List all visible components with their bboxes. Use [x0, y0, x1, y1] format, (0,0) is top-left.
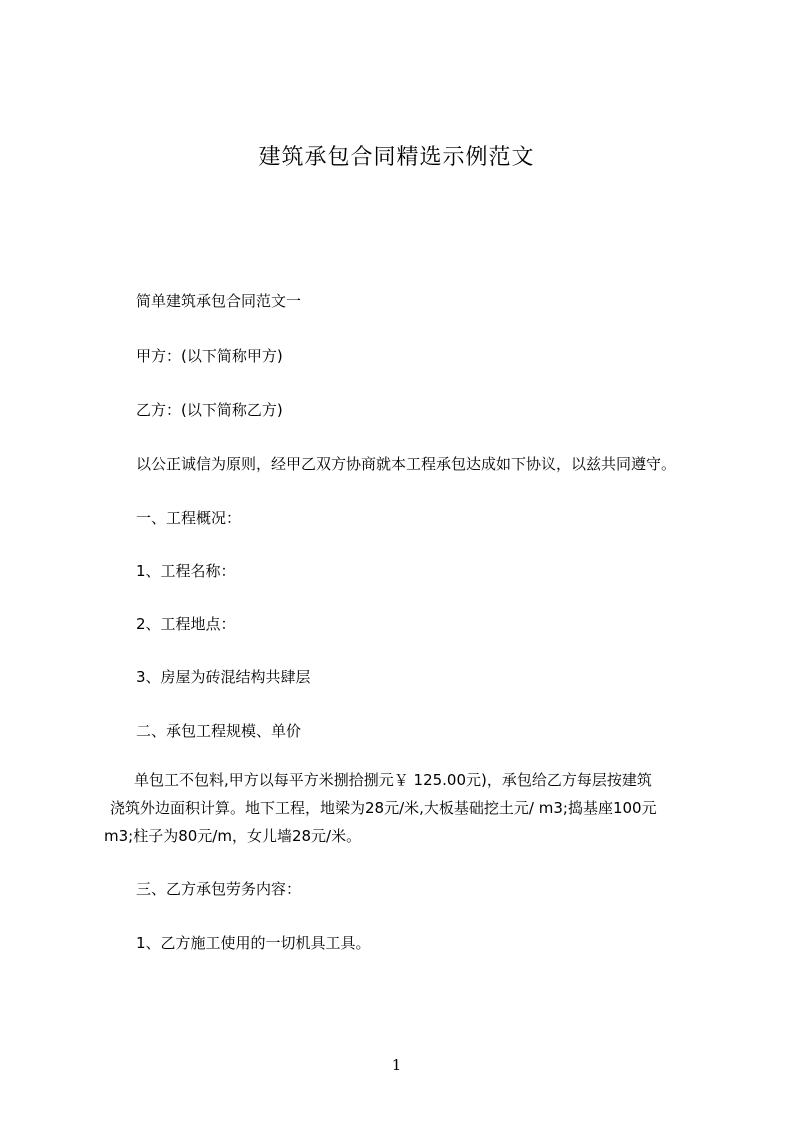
party-b-line: 乙方：(以下简称乙方) — [136, 401, 283, 419]
building-structure-item: 3、房屋为砖混结构共肆层 — [136, 668, 311, 686]
document-title: 建筑承包合同精选示例范文 — [258, 145, 535, 170]
project-location-item: 2、工程地点： — [136, 615, 236, 633]
section-2-paragraph-line: 单包工不包料,甲方以每平方米捌拾捌元￥ 125.00元)，承包给乙方每层按建筑 — [134, 771, 652, 789]
section-2-paragraph — [104, 766, 724, 850]
party-a-line: 甲方：(以下简称甲方) — [136, 347, 283, 365]
project-name-item: 1、工程名称： — [136, 562, 236, 580]
section-1-heading: 一、工程概况： — [136, 509, 242, 527]
section-2-heading: 二、承包工程规模、单价 — [136, 722, 302, 740]
tools-item: 1、乙方施工使用的一切机具工具。 — [136, 934, 371, 952]
page-number: 1 — [391, 1056, 402, 1074]
section-2-paragraph-line: m3;柱子为80元/m，女儿墙28元/米。 — [104, 827, 362, 845]
intro-paragraph: 以公正诚信为原则，经甲乙双方协商就本工程承包达成如下协议，以兹共同遵守。 — [136, 455, 677, 473]
contract-subtitle: 简单建筑承包合同范文一 — [136, 292, 302, 310]
section-2-paragraph-line: 浇筑外边面积计算。地下工程，地梁为28元/米,大板基础挖土元/ m3;捣基座100元 — [110, 799, 657, 817]
section-3-heading: 三、乙方承包劳务内容： — [136, 880, 302, 898]
